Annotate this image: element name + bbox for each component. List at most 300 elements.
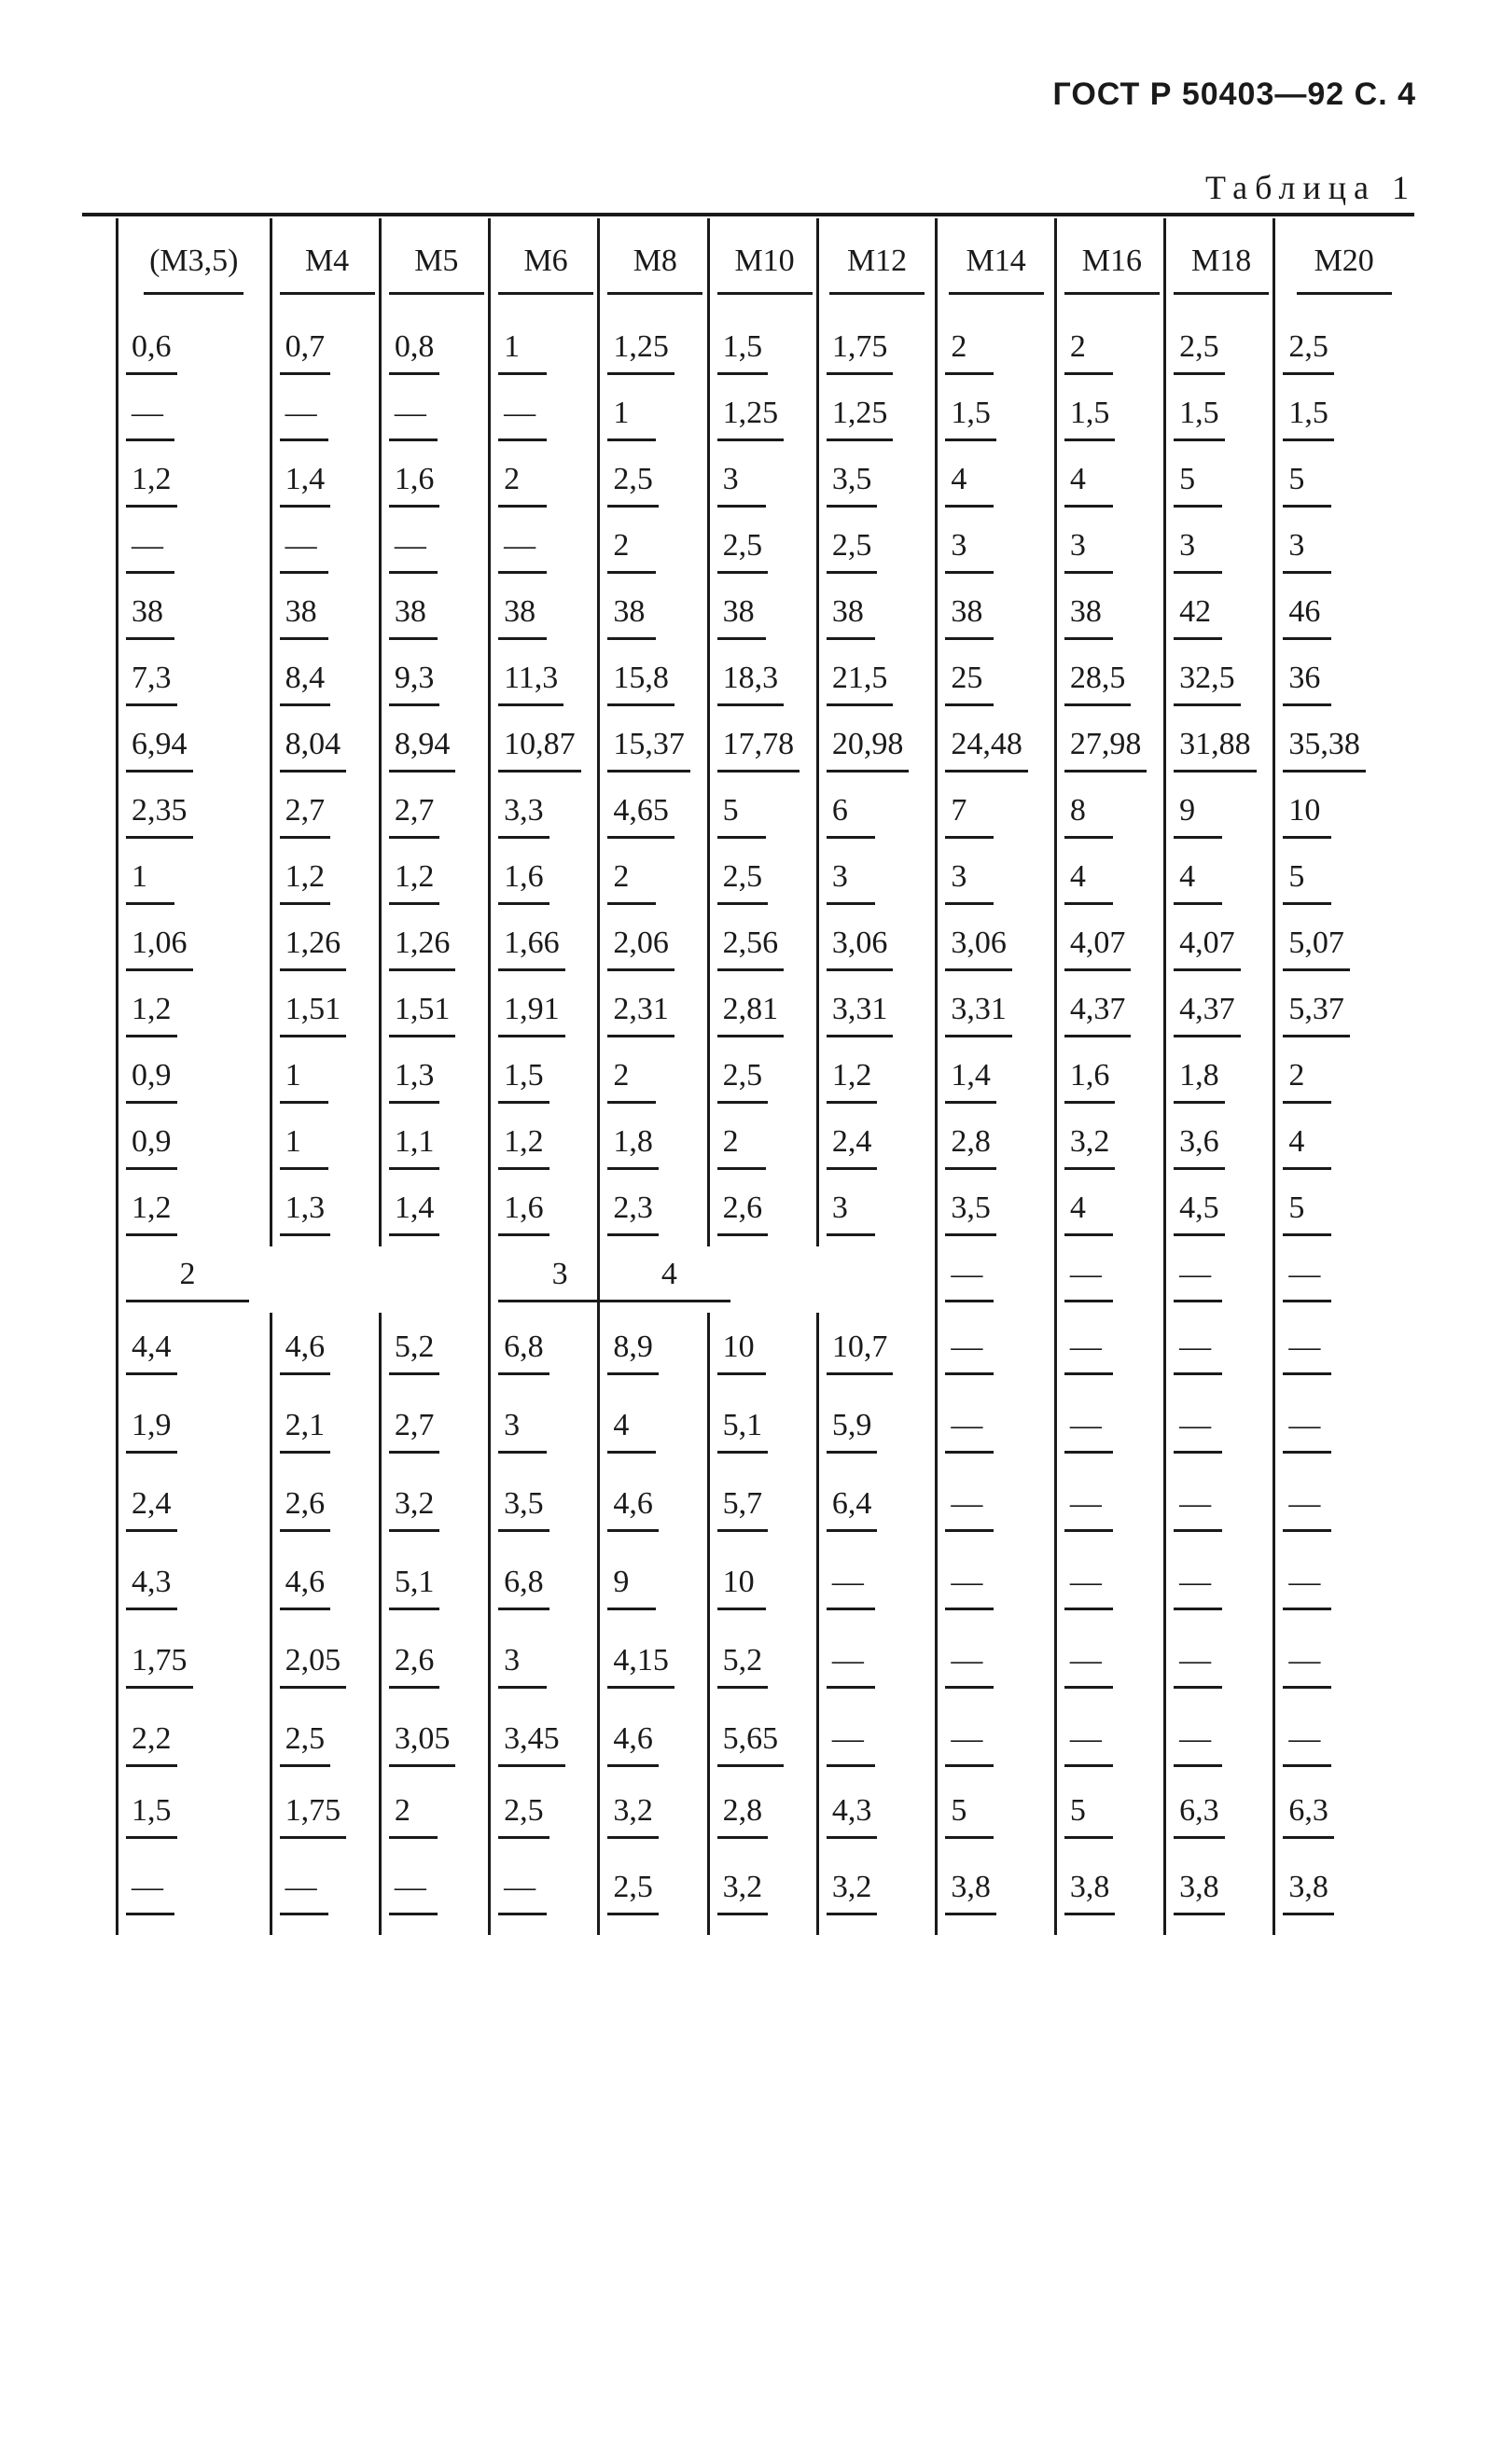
cell-value: 1 bbox=[607, 396, 656, 441]
column-header bbox=[380, 218, 489, 319]
cell-value: 2,5 bbox=[607, 462, 659, 508]
table-cell bbox=[599, 584, 708, 650]
column-header-label: M4 bbox=[280, 244, 375, 295]
cell-value: 3,06 bbox=[945, 926, 1012, 971]
cell-value: 4,3 bbox=[827, 1793, 878, 1839]
table-row bbox=[118, 1849, 1413, 1935]
table-cell bbox=[490, 518, 599, 584]
cell-value: — bbox=[1283, 1643, 1331, 1689]
table-cell bbox=[708, 981, 817, 1048]
table-cell bbox=[1055, 452, 1164, 518]
cell-value: 3 bbox=[1064, 528, 1113, 574]
cell-value: 3,5 bbox=[827, 462, 878, 508]
cell-value: 2,5 bbox=[827, 528, 878, 574]
cell-value: — bbox=[498, 396, 547, 441]
column-header bbox=[708, 218, 817, 319]
table-cell bbox=[1274, 1391, 1412, 1469]
table-cell bbox=[118, 1783, 271, 1849]
cell-value: 1,25 bbox=[717, 396, 785, 441]
table-cell bbox=[937, 1626, 1056, 1705]
cell-value: 0,7 bbox=[280, 329, 331, 375]
table-cell bbox=[599, 1048, 708, 1114]
table-cell bbox=[1165, 783, 1274, 849]
table-cell bbox=[817, 1705, 937, 1783]
cell-value: 20,98 bbox=[827, 727, 910, 773]
cell-value: 5,07 bbox=[1283, 926, 1350, 971]
cell-value: — bbox=[945, 1721, 994, 1767]
cell-value: 3,31 bbox=[945, 992, 1012, 1037]
table-cell bbox=[1165, 518, 1274, 584]
table-cell bbox=[1274, 518, 1412, 584]
cell-value: 4 bbox=[1064, 859, 1113, 905]
table-cell bbox=[1274, 849, 1412, 915]
table-cell bbox=[118, 1626, 271, 1705]
table-cell bbox=[937, 1548, 1056, 1626]
cell-value: 1,2 bbox=[126, 1190, 177, 1236]
table-cell bbox=[817, 1114, 937, 1180]
cell-value: 10,87 bbox=[498, 727, 581, 773]
cell-value: 1,5 bbox=[1283, 396, 1334, 441]
table-cell bbox=[1274, 981, 1412, 1048]
cell-value: 1,5 bbox=[945, 396, 996, 441]
group-rest-cell: — bbox=[1274, 1246, 1412, 1313]
cell-value: 1,2 bbox=[389, 859, 440, 905]
table-cell bbox=[708, 650, 817, 717]
cell-value: 5 bbox=[1064, 1793, 1113, 1839]
cell-value: 4,37 bbox=[1064, 992, 1132, 1037]
cell-value: — bbox=[126, 528, 174, 574]
table-cell bbox=[708, 385, 817, 452]
table-cell bbox=[271, 452, 380, 518]
data-table-wrapper bbox=[116, 218, 1412, 1935]
cell-value: 2,5 bbox=[1174, 329, 1225, 375]
cell-value: — bbox=[498, 528, 547, 574]
cell-value: 6,8 bbox=[498, 1329, 549, 1375]
cell-value: 4,07 bbox=[1174, 926, 1241, 971]
cell-value: 2 bbox=[498, 462, 547, 508]
cell-value: 2,3 bbox=[607, 1190, 659, 1236]
table-cell bbox=[937, 319, 1056, 385]
cell-value: 4,6 bbox=[280, 1565, 331, 1610]
table-cell bbox=[817, 584, 937, 650]
cell-value: — bbox=[1174, 1565, 1222, 1610]
table-cell bbox=[1055, 849, 1164, 915]
table-row bbox=[118, 1783, 1413, 1849]
cell-value: 31,88 bbox=[1174, 727, 1257, 773]
table-cell bbox=[1055, 1548, 1164, 1626]
table-cell bbox=[118, 584, 271, 650]
group-rest-cell: — bbox=[937, 1246, 1056, 1313]
table-cell bbox=[380, 783, 489, 849]
column-header bbox=[490, 218, 599, 319]
cell-value: 4,6 bbox=[280, 1329, 331, 1375]
cell-value: 5,2 bbox=[389, 1329, 440, 1375]
table-cell bbox=[1274, 1114, 1412, 1180]
table-cell bbox=[1165, 981, 1274, 1048]
table-cell bbox=[1274, 385, 1412, 452]
cell-value: 3,31 bbox=[827, 992, 894, 1037]
table-row bbox=[118, 1048, 1413, 1114]
table-cell bbox=[271, 1114, 380, 1180]
table-cell bbox=[708, 319, 817, 385]
cell-value: 4,15 bbox=[607, 1643, 675, 1689]
cell-value: 4 bbox=[1283, 1124, 1331, 1170]
cell-value: — bbox=[1283, 1408, 1331, 1454]
cell-value: 25 bbox=[945, 661, 994, 706]
table-cell bbox=[1274, 1626, 1412, 1705]
cell-value: — bbox=[1174, 1643, 1222, 1689]
table-cell bbox=[118, 849, 271, 915]
column-header bbox=[1165, 218, 1274, 319]
table-cell bbox=[490, 1180, 599, 1246]
cell-value: 2,31 bbox=[607, 992, 675, 1037]
cell-value: 3 bbox=[498, 1408, 547, 1454]
cell-value: 2,5 bbox=[717, 528, 769, 574]
table-cell bbox=[708, 1180, 817, 1246]
cell-value: 1,8 bbox=[607, 1124, 659, 1170]
table-cell bbox=[271, 319, 380, 385]
cell-value: 10 bbox=[1283, 793, 1331, 839]
cell-value: — bbox=[1064, 1565, 1113, 1610]
table-cell bbox=[937, 981, 1056, 1048]
table-cell bbox=[1274, 1313, 1412, 1391]
column-header-label: M5 bbox=[389, 244, 484, 295]
table-cell bbox=[1165, 650, 1274, 717]
table-cell bbox=[490, 849, 599, 915]
cell-value: — bbox=[1283, 1721, 1331, 1767]
cell-value: 7 bbox=[945, 793, 994, 839]
table-cell bbox=[1274, 1469, 1412, 1548]
table-cell bbox=[1165, 1626, 1274, 1705]
cell-value: 15,8 bbox=[607, 661, 675, 706]
cell-value: 2,35 bbox=[126, 793, 193, 839]
cell-value: — bbox=[389, 1870, 438, 1915]
column-header-label: M8 bbox=[607, 244, 702, 295]
cell-value: 1,6 bbox=[498, 859, 549, 905]
table-row bbox=[118, 1114, 1413, 1180]
table-cell bbox=[490, 717, 599, 783]
cell-value: 1,3 bbox=[389, 1058, 440, 1104]
cell-value: 2,5 bbox=[717, 859, 769, 905]
table-cell bbox=[118, 981, 271, 1048]
column-header bbox=[1055, 218, 1164, 319]
table-cell bbox=[708, 1626, 817, 1705]
cell-value: 3 bbox=[717, 462, 766, 508]
table-cell bbox=[271, 783, 380, 849]
table-cell bbox=[1165, 1114, 1274, 1180]
cell-value: 5,2 bbox=[717, 1643, 769, 1689]
table-cell bbox=[1055, 915, 1164, 981]
table-cell bbox=[380, 849, 489, 915]
table-cell bbox=[380, 1849, 489, 1935]
cell-value: 2,7 bbox=[389, 1408, 440, 1454]
table-cell bbox=[817, 1626, 937, 1705]
cell-value: 2 bbox=[1283, 1058, 1331, 1104]
table-cell bbox=[599, 717, 708, 783]
cell-value: 2,6 bbox=[389, 1643, 440, 1689]
table-cell bbox=[1274, 319, 1412, 385]
cell-value: 4,65 bbox=[607, 793, 675, 839]
table-cell bbox=[817, 717, 937, 783]
table-cell bbox=[271, 915, 380, 981]
table-cell bbox=[1274, 783, 1412, 849]
cell-value: 6,8 bbox=[498, 1565, 549, 1610]
table-cell bbox=[380, 981, 489, 1048]
table-cell bbox=[599, 1469, 708, 1548]
table-cell bbox=[708, 1313, 817, 1391]
table-cell bbox=[817, 981, 937, 1048]
table-cell bbox=[490, 1391, 599, 1469]
table-cell bbox=[118, 1313, 271, 1391]
cell-value: 2 bbox=[945, 329, 994, 375]
table-cell bbox=[599, 1391, 708, 1469]
cell-value: 2,5 bbox=[498, 1793, 549, 1839]
table-cell bbox=[380, 584, 489, 650]
cell-value: 5,37 bbox=[1283, 992, 1350, 1037]
cell-value: — bbox=[389, 528, 438, 574]
table-cell bbox=[599, 1783, 708, 1849]
cell-value: 17,78 bbox=[717, 727, 800, 773]
table-cell bbox=[380, 452, 489, 518]
table-cell bbox=[271, 1469, 380, 1548]
cell-value: 5,7 bbox=[717, 1486, 769, 1532]
cell-value: — bbox=[280, 528, 328, 574]
table-cell bbox=[817, 1048, 937, 1114]
cell-value: — bbox=[827, 1721, 875, 1767]
cell-value: 1,9 bbox=[126, 1408, 177, 1454]
table-cell bbox=[118, 650, 271, 717]
table-cell bbox=[817, 452, 937, 518]
cell-value: 2,8 bbox=[945, 1124, 996, 1170]
table-cell bbox=[271, 1313, 380, 1391]
table-cell bbox=[1165, 915, 1274, 981]
table-cell bbox=[708, 1849, 817, 1935]
table-cell bbox=[490, 584, 599, 650]
cell-value: 38 bbox=[827, 594, 875, 640]
cell-value: 3 bbox=[498, 1643, 547, 1689]
cell-value: 4 bbox=[1064, 462, 1113, 508]
cell-value: 1 bbox=[126, 859, 174, 905]
column-header bbox=[937, 218, 1056, 319]
table-cell bbox=[1055, 783, 1164, 849]
cell-value: 2,56 bbox=[717, 926, 785, 971]
table-cell bbox=[937, 915, 1056, 981]
cell-value: 38 bbox=[607, 594, 656, 640]
cell-value: 38 bbox=[717, 594, 766, 640]
table-cell bbox=[490, 1849, 599, 1935]
cell-value: 2,4 bbox=[827, 1124, 878, 1170]
table-cell bbox=[599, 915, 708, 981]
cell-value: 8,04 bbox=[280, 727, 347, 773]
cell-value: 3,5 bbox=[945, 1190, 996, 1236]
cell-value: 1,25 bbox=[607, 329, 675, 375]
cell-value: 3,6 bbox=[1174, 1124, 1225, 1170]
table-cell bbox=[599, 1313, 708, 1391]
table-row bbox=[118, 783, 1413, 849]
table-row bbox=[118, 650, 1413, 717]
cell-value: 6,4 bbox=[827, 1486, 878, 1532]
cell-value: 0,9 bbox=[126, 1124, 177, 1170]
cell-value: 5 bbox=[1283, 859, 1331, 905]
table-cell bbox=[817, 385, 937, 452]
table-cell bbox=[1165, 452, 1274, 518]
cell-value: — bbox=[126, 1870, 174, 1915]
table-row bbox=[118, 717, 1413, 783]
column-header-label: M16 bbox=[1064, 244, 1160, 295]
cell-value: — bbox=[498, 1870, 547, 1915]
table-cell bbox=[1055, 385, 1164, 452]
cell-value: 4,4 bbox=[126, 1329, 177, 1375]
table-row bbox=[118, 915, 1413, 981]
table-row bbox=[118, 1548, 1413, 1626]
table-cell bbox=[490, 1048, 599, 1114]
cell-value: 42 bbox=[1174, 594, 1222, 640]
top-rule bbox=[82, 213, 1414, 216]
cell-value: 10,7 bbox=[827, 1329, 894, 1375]
cell-value: — bbox=[126, 396, 174, 441]
cell-value: 38 bbox=[126, 594, 174, 640]
table-cell bbox=[1055, 1849, 1164, 1935]
column-header-label: (M3,5) bbox=[144, 244, 243, 295]
cell-value: 1,75 bbox=[126, 1643, 193, 1689]
cell-value: 5,65 bbox=[717, 1721, 785, 1767]
table-cell bbox=[380, 319, 489, 385]
cell-value: 38 bbox=[280, 594, 328, 640]
cell-value: 4 bbox=[1064, 1190, 1113, 1236]
cell-value: 1,2 bbox=[280, 859, 331, 905]
cell-value: 2,8 bbox=[717, 1793, 769, 1839]
table-cell bbox=[118, 783, 271, 849]
cell-value: 1,51 bbox=[280, 992, 347, 1037]
cell-value: — bbox=[280, 1870, 328, 1915]
cell-value: 2 bbox=[607, 528, 656, 574]
table-cell bbox=[271, 1626, 380, 1705]
group-cell-b: 3 bbox=[490, 1246, 599, 1313]
table-cell bbox=[1055, 1783, 1164, 1849]
table-cell bbox=[118, 385, 271, 452]
table-cell bbox=[937, 849, 1056, 915]
data-table bbox=[116, 218, 1412, 1935]
table-cell bbox=[1055, 1180, 1164, 1246]
table-cell bbox=[937, 717, 1056, 783]
cell-value: 1,8 bbox=[1174, 1058, 1225, 1104]
table-cell bbox=[937, 1469, 1056, 1548]
column-header-label: M18 bbox=[1174, 244, 1269, 295]
cell-value: 1,5 bbox=[1174, 396, 1225, 441]
cell-value: 1,5 bbox=[498, 1058, 549, 1104]
cell-value: 15,37 bbox=[607, 727, 690, 773]
table-cell bbox=[271, 1783, 380, 1849]
table-cell bbox=[1055, 650, 1164, 717]
table-cell bbox=[118, 915, 271, 981]
table-cell bbox=[1165, 1548, 1274, 1626]
table-cell bbox=[599, 518, 708, 584]
table-cell bbox=[708, 584, 817, 650]
table-cell bbox=[937, 783, 1056, 849]
cell-value: 2,5 bbox=[1283, 329, 1334, 375]
table-cell bbox=[1274, 1048, 1412, 1114]
cell-value: 3 bbox=[1283, 528, 1331, 574]
table-cell bbox=[1274, 1548, 1412, 1626]
table-cell bbox=[490, 1548, 599, 1626]
table-cell bbox=[817, 1469, 937, 1548]
table-cell bbox=[1165, 1391, 1274, 1469]
table-cell bbox=[708, 717, 817, 783]
table-cell bbox=[599, 1548, 708, 1626]
table-cell bbox=[1055, 1391, 1164, 1469]
cell-value: — bbox=[1283, 1486, 1331, 1532]
table-cell bbox=[380, 1391, 489, 1469]
table-cell bbox=[271, 1048, 380, 1114]
table-cell bbox=[817, 518, 937, 584]
cell-value: — bbox=[1174, 1486, 1222, 1532]
table-cell bbox=[937, 518, 1056, 584]
cell-value: 10 bbox=[717, 1565, 766, 1610]
table-cell bbox=[271, 849, 380, 915]
table-cell bbox=[490, 1626, 599, 1705]
group-rest-cell: — bbox=[1055, 1246, 1164, 1313]
cell-value: 0,9 bbox=[126, 1058, 177, 1104]
cell-value: 4,07 bbox=[1064, 926, 1132, 971]
table-cell bbox=[1165, 1180, 1274, 1246]
cell-value: 5,1 bbox=[717, 1408, 769, 1454]
cell-value: 1,4 bbox=[280, 462, 331, 508]
table-row bbox=[118, 1313, 1413, 1391]
cell-value: — bbox=[945, 1643, 994, 1689]
cell-value: 3,2 bbox=[607, 1793, 659, 1839]
table-cell bbox=[1274, 584, 1412, 650]
table-row bbox=[118, 452, 1413, 518]
cell-value: 3,8 bbox=[945, 1870, 996, 1915]
table-cell bbox=[118, 717, 271, 783]
table-cell bbox=[271, 584, 380, 650]
table-cell bbox=[271, 1705, 380, 1783]
table-cell bbox=[380, 650, 489, 717]
cell-value: 4,37 bbox=[1174, 992, 1241, 1037]
cell-value: — bbox=[945, 1329, 994, 1375]
cell-value: 46 bbox=[1283, 594, 1331, 640]
table-cell bbox=[937, 1114, 1056, 1180]
table-cell bbox=[599, 650, 708, 717]
table-cell bbox=[380, 1469, 489, 1548]
table-cell bbox=[937, 584, 1056, 650]
cell-value: 3,8 bbox=[1064, 1870, 1116, 1915]
cell-value: 1 bbox=[280, 1058, 328, 1104]
cell-value: — bbox=[827, 1643, 875, 1689]
table-cell bbox=[1055, 319, 1164, 385]
cell-value: 1,4 bbox=[389, 1190, 440, 1236]
table-cell bbox=[599, 849, 708, 915]
cell-value: 6,3 bbox=[1174, 1793, 1225, 1839]
table-cell bbox=[118, 1548, 271, 1626]
table-cell bbox=[708, 1114, 817, 1180]
table-cell bbox=[380, 915, 489, 981]
column-header bbox=[118, 218, 271, 319]
table-cell bbox=[708, 518, 817, 584]
table-cell bbox=[1055, 1626, 1164, 1705]
table-cell bbox=[118, 1849, 271, 1935]
cell-value: 4 bbox=[1174, 859, 1222, 905]
table-cell bbox=[380, 717, 489, 783]
table-cell bbox=[118, 1391, 271, 1469]
cell-value: 3,06 bbox=[827, 926, 894, 971]
cell-value: 2 bbox=[1064, 329, 1113, 375]
table-cell bbox=[271, 1180, 380, 1246]
cell-value: — bbox=[1174, 1408, 1222, 1454]
cell-value: 38 bbox=[389, 594, 438, 640]
cell-value: 3 bbox=[827, 1190, 875, 1236]
table-cell bbox=[817, 1548, 937, 1626]
